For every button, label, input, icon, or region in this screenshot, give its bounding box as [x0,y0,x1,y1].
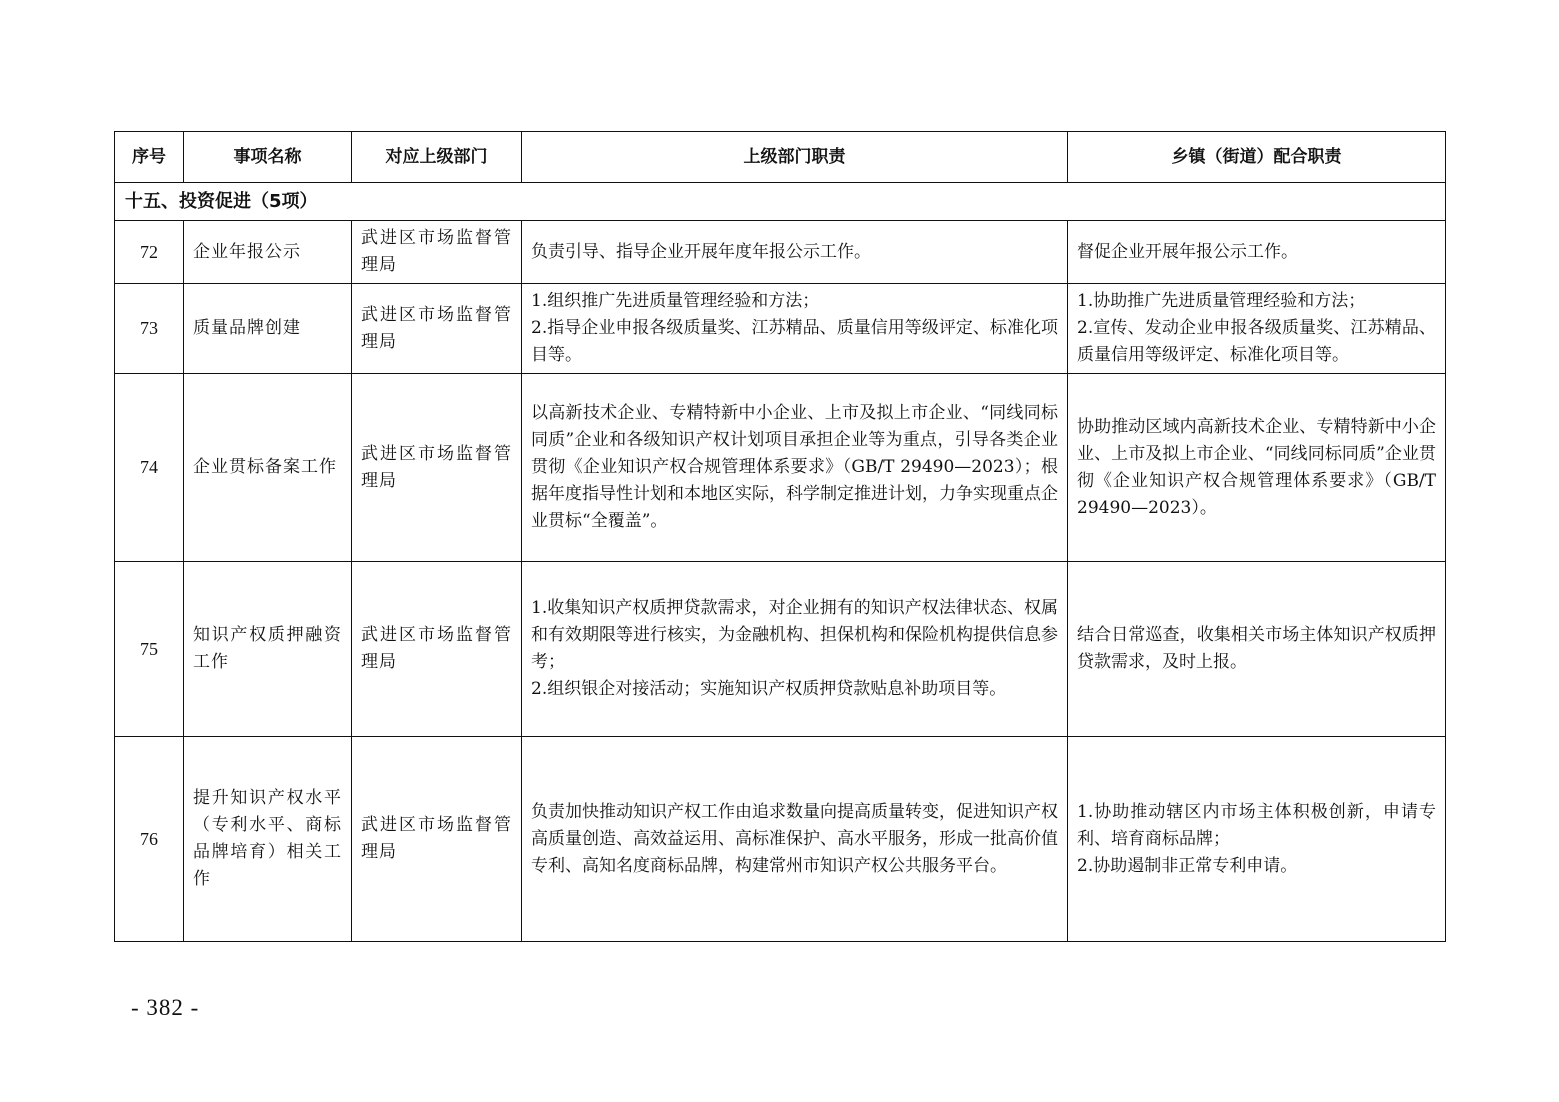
row-town-duty [1068,221,1446,284]
table-body [115,183,1446,942]
row-upper-duty [522,221,1068,284]
row-item-name: 企业贯标备案工作 [184,374,352,562]
row-item-name: 提升知识产权水平（专利水平、商标品牌培育）相关工作 [184,737,352,942]
table-row [115,737,1446,942]
row-upper-duty [522,737,1068,942]
upper-duty-line: 1.收集知识产权质押贷款需求，对企业拥有的知识产权法律状态、权属和有效期限等进行核实，为金融机构、担保机构和保险机构提供信息参考； [531,598,1058,672]
town-duty-line: 1.协助推广先进质量管理经验和方法； [1077,291,1366,311]
header-town-cooperation-duty: 乡镇（街道）配合职责 [1068,132,1446,183]
row-town-duty [1068,562,1446,737]
upper-duty-line: 2.指导企业申报各级质量奖、江苏精品、质量信用等级评定、标准化项目等。 [531,318,1058,365]
header-upper-department: 对应上级部门 [352,132,522,183]
row-serial-number: 72 [115,221,184,284]
upper-duty-line: 负责加快推动知识产权工作由追求数量向提高质量转变，促进知识产权高质量创造、高效益运用、高标准保护、高水平服务，形成一批高价值专利、高知名度商标品牌，构建常州市知识产权公共服务平台。 [531,801,1058,876]
town-duty-line: 2.宣传、发动企业申报各级质量奖、江苏精品、质量信用等级评定、标准化项目等。 [1077,318,1436,365]
table-header-row [115,132,1446,183]
table-row [115,374,1446,562]
row-upper-department: 武进区市场监督管理局 [352,737,522,942]
upper-duty-line: 以高新技术企业、专精特新中小企业、上市及拟上市企业、“同线同标同质”企业和各级知识产权计划项目承担企业等为重点，引导各类企业贯彻《企业知识产权合规管理体系要求》（GB/T 29490—2023）；根据年度指导性计划和本地区实际，科学制定推进计划，力争实现重点企业贯标“全覆盖”。 [531,403,1058,531]
row-serial-number: 73 [115,284,184,374]
header-serial-number: 序号 [115,132,184,183]
section-row [115,183,1446,221]
town-duty-line: 督促企业开展年报公示工作。 [1077,241,1298,262]
row-upper-department: 武进区市场监督管理局 [352,374,522,562]
row-upper-duty [522,562,1068,737]
row-item-name: 质量品牌创建 [184,284,352,374]
row-serial-number: 74 [115,374,184,562]
row-item-name: 企业年报公示 [184,221,352,284]
table-row [115,221,1446,284]
row-upper-department: 武进区市场监督管理局 [352,562,522,737]
row-town-duty [1068,284,1446,374]
upper-duty-line: 1.组织推广先进质量管理经验和方法； [531,291,820,311]
upper-duty-line: 2.组织银企对接活动；实施知识产权质押贷款贴息补助项目等。 [531,679,1007,699]
table-row [115,284,1446,374]
row-upper-duty [522,374,1068,562]
row-item-name: 知识产权质押融资工作 [184,562,352,737]
responsibility-table-sheet [114,131,1445,942]
town-duty-line: 结合日常巡查，收集相关市场主体知识产权质押贷款需求，及时上报。 [1077,625,1436,672]
row-upper-duty [522,284,1068,374]
upper-duty-line: 负责引导、指导企业开展年度年报公示工作。 [531,241,871,262]
row-serial-number: 76 [115,737,184,942]
row-upper-department: 武进区市场监督管理局 [352,284,522,374]
row-serial-number: 75 [115,562,184,737]
row-town-duty [1068,374,1446,562]
responsibility-table [114,131,1446,942]
row-town-duty [1068,737,1446,942]
town-duty-line: 1.协助推动辖区内市场主体积极创新，申请专利、培育商标品牌； [1077,801,1436,849]
table-row [115,562,1446,737]
page-number: - 382 - [131,995,200,1020]
row-upper-department: 武进区市场监督管理局 [352,221,522,284]
section-title: 十五、投资促进（5项） [115,183,1446,221]
header-upper-department-duty: 上级部门职责 [522,132,1068,183]
town-duty-line: 协助推动区域内高新技术企业、专精特新中小企业、上市及拟上市企业、“同线同标同质”企业贯彻《企业知识产权合规管理体系要求》（GB/T 29490—2023）。 [1077,416,1436,518]
town-duty-line: 2.协助遏制非正常专利申请。 [1077,855,1298,876]
header-item-name: 事项名称 [184,132,352,183]
